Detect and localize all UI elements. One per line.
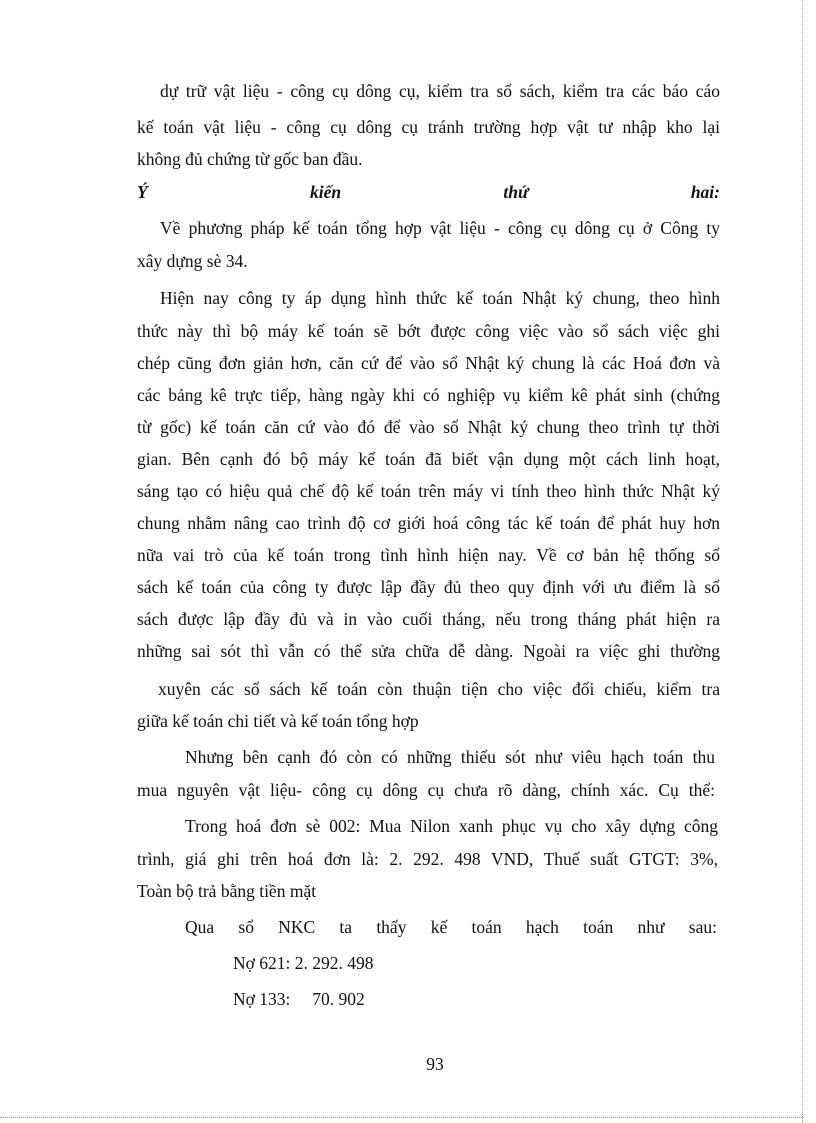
text-line-12: sáng tạo có hiệu quả chế độ kế toán trên máy vi tính theo hình thức Nhật ký <box>137 481 720 501</box>
text-line-18: xuyên các sổ sách kế toán còn thuận tiện cho việc đối chiếu, kiểm tra <box>158 679 720 699</box>
text-line-16: sách được lập đầy đủ và in vào cuối tháng, nếu trong tháng phát hiện ra <box>137 609 720 629</box>
text-line-26: Nợ 621: 2. 292. 498 <box>233 953 374 973</box>
text-line-22: Trong hoá đơn sè 002: Mua Nilon xanh phục vụ cho xây dựng công <box>185 816 718 836</box>
text-line-7: thức này thì bộ máy kế toán sẽ bớt được công việc vào sổ sách việc ghi <box>137 321 720 341</box>
text-line-14: nữa vai trò của kế toán trong tình hình hiện nay. Về cơ bản hệ thống sổ <box>137 545 720 565</box>
text-line-21: mua nguyên vật liệu- công cụ dông cụ chưa rõ dàng, chính xác. Cụ thể: <box>137 780 715 800</box>
text-line-1: dự trữ vật liệu - công cụ dông cụ, kiểm tra sổ sách, kiểm tra các báo cáo <box>160 81 720 101</box>
text-line-10: từ gốc) kế toán căn cứ vào đó để vào sổ Nhật ký chung theo trình tự thời <box>137 417 720 437</box>
page-border-right <box>802 0 803 1123</box>
text-line-11: gian. Bên cạnh đó bộ máy kế toán đã biết vận dụng một cách linh hoạt, <box>137 449 720 469</box>
text-line-8: chép cũng đơn giản hơn, căn cứ để vào sổ Nhật ký chung là các Hoá đơn và <box>137 353 720 373</box>
text-line-20: Nhưng bên cạnh đó còn có những thiếu sót như viêu hạch toán thu <box>185 747 715 767</box>
text-line-17: những sai sót thì vẫn có thể sửa chữa dễ dàng. Ngoài ra việc ghi thường <box>137 641 720 661</box>
text-line-15: sách kế toán của công ty được lập đầy đủ theo quy định với ưu điểm là sổ <box>137 577 720 597</box>
section-heading: Ý kiến thứ hai: <box>137 182 720 202</box>
text-line-4: Về phương pháp kế toán tổng hợp vật liệu - công cụ dông cụ ở Công ty <box>160 218 720 238</box>
text-line-3: không đủ chứng từ gốc ban đầu. <box>137 149 363 169</box>
text-line-25: Qua sổ NKC ta thấy kế toán hạch toán như sau: <box>185 917 717 937</box>
text-line-2: kế toán vật liệu - công cụ dông cụ tránh trường hợp vật tư nhập kho lại <box>137 117 720 137</box>
text-line-23: trình, giá ghi trên hoá đơn là: 2. 292. 498 VND, Thuế suất GTGT: 3%, <box>137 849 718 869</box>
page-number: 93 <box>426 1054 444 1074</box>
text-line-9: các bảng kê trực tiếp, hàng ngày khi có nghiệp vụ kiểm kê phát sinh (chứng <box>137 385 720 405</box>
text-line-6: Hiện nay công ty áp dụng hình thức kế toán Nhật ký chung, theo hình <box>160 288 720 308</box>
text-line-5: xây dựng sè 34. <box>137 251 248 271</box>
page-border-bottom <box>0 1117 802 1118</box>
text-line-27: Nợ 133: 70. 902 <box>233 989 365 1009</box>
text-line-24: Toàn bộ trả bằng tiền mặt <box>137 881 317 901</box>
text-line-19: giữa kế toán chi tiết và kế toán tổng hợp <box>137 711 419 731</box>
text-line-13: chung nhằm nâng cao trình độ cơ giới hoá công tác kế toán để phát huy hơn <box>137 513 720 533</box>
